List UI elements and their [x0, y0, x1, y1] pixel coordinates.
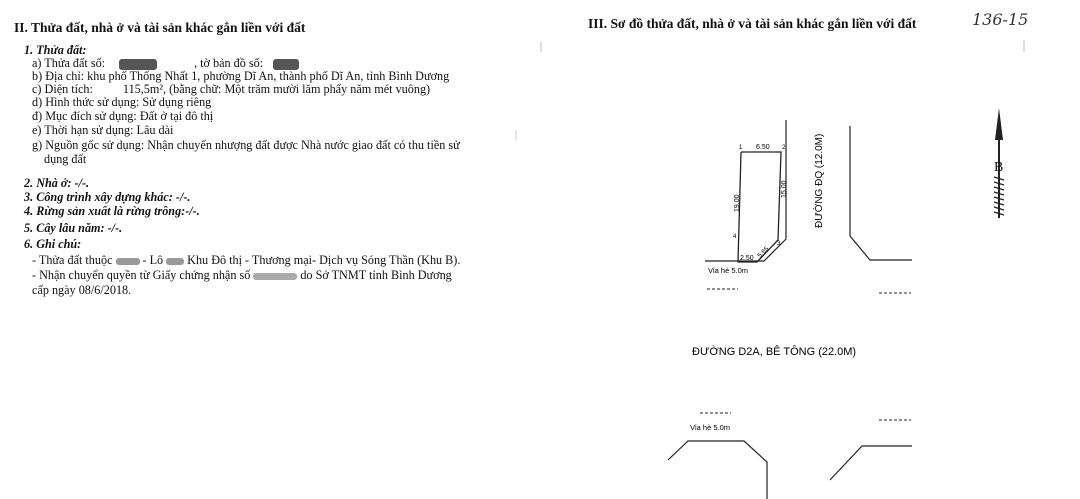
- road-d2a-label: ĐƯỜNG D2A, BÊ TÔNG (22.0M): [692, 346, 857, 358]
- dim-bottom-label: 2.50: [740, 255, 754, 262]
- other-construction-heading: 3. Công trình xây dựng khác: -/-.: [24, 190, 191, 204]
- note-1-lot: - Lô: [142, 253, 164, 267]
- area-label: c) Diện tích:: [32, 82, 93, 96]
- parcel-number-label: a) Thửa đất số:: [32, 56, 106, 70]
- notes-heading: 6. Ghi chú:: [24, 237, 82, 251]
- note-2-end: do Sở TNMT tỉnh Bình Dương: [300, 268, 452, 282]
- parcel-outline: [738, 152, 781, 262]
- dim-top-label: 6.50: [756, 144, 770, 151]
- dim-right-label: 15.00: [781, 180, 788, 198]
- corner-3-label: 3: [777, 241, 781, 247]
- sidewalk-top-label: Vỉa hè 5.0m: [708, 266, 749, 275]
- note-2-start: - Nhận chuyển quyền từ Giấy chứng nhận số: [32, 268, 251, 282]
- parcel-heading: 1. Thửa đất:: [24, 43, 87, 57]
- area-value: 115,5m², (bằng chữ: Một trăm mười lăm phẩy năm mét vuông): [122, 82, 431, 96]
- road-dq-left-boundary: [705, 120, 786, 261]
- section-iii-title: III. Sơ đồ thửa đất, nhà ở và tài sản khác gắn liền với đất: [588, 16, 917, 31]
- road-dq-right-boundary: [850, 126, 912, 260]
- corner-1-label: 1: [739, 145, 743, 151]
- house-heading: 2. Nhà ở: -/-.: [24, 176, 90, 190]
- note-1-end: Khu Đô thị - Thương mại- Dịch vụ Sóng Thần (Khu B).: [187, 253, 461, 267]
- map-sheet-label: , tờ bản đồ số:: [194, 56, 264, 70]
- use-term-line: e) Thời hạn sử dụng: Lâu dài: [32, 123, 174, 137]
- origin-line-2: dụng đất: [44, 152, 87, 166]
- note-3: cấp ngày 08/6/2018.: [32, 283, 132, 297]
- forest-heading: 4. Rừng sản xuất là rừng trồng:-/-.: [24, 204, 200, 218]
- perennial-heading: 5. Cây lâu năm: -/-.: [24, 221, 123, 235]
- road-dq-label: ĐƯỜNG ĐQ (12.0M): [814, 133, 825, 228]
- corner-4-label: 4: [733, 234, 737, 240]
- dim-left-label: 19.00: [734, 194, 741, 212]
- use-purpose-line: đ) Mục đích sử dụng: Đất ở tại đô thị: [32, 109, 214, 123]
- section-ii-title: II. Thửa đất, nhà ở và tài sản khác gắn liền với đất: [14, 20, 306, 35]
- dim-diagonal-label: 5.65: [756, 245, 771, 260]
- handwritten-note: 136-15: [972, 10, 1029, 29]
- bottom-right-block: [830, 446, 912, 480]
- corner-2-label: 2: [782, 145, 786, 151]
- origin-line-1: g) Nguồn gốc sử dụng: Nhận chuyển nhượng đất được Nhà nước giao đất có thu tiền sử: [32, 138, 460, 152]
- address-line: b) Địa chỉ: khu phố Thống Nhất 1, phường Dĩ An, thành phố Dĩ An, tỉnh Bình Dương: [32, 69, 450, 83]
- bottom-left-block: [668, 441, 767, 499]
- north-label: B: [994, 160, 1004, 175]
- note-1-start: - Thửa đất thuộc: [32, 253, 113, 267]
- use-form-line: d) Hình thức sử dụng: Sử dụng riêng: [32, 95, 212, 109]
- sidewalk-bottom-label: Vỉa hè 5.0m: [690, 423, 731, 432]
